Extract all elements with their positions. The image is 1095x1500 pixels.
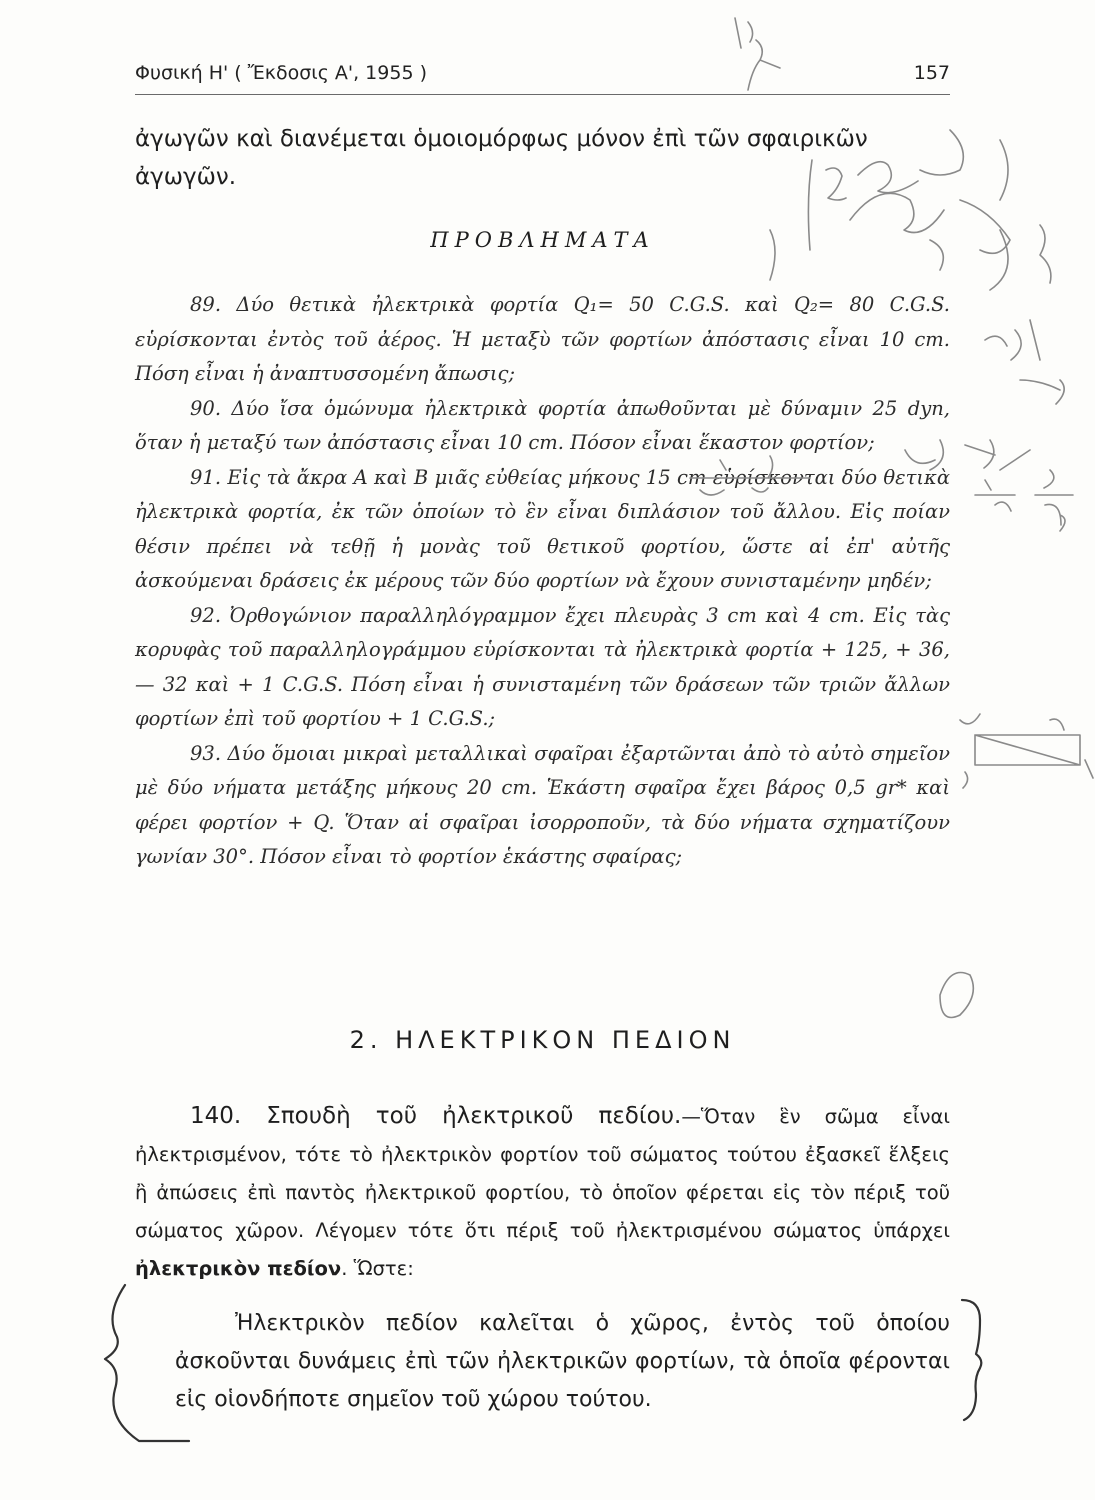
running-header xyxy=(135,62,950,92)
article-text-before: —Ὅταν ἓν σῶμα εἶναι ἠλεκτρισμένον, τότε τὸ ἠλεκτρικὸν φορτίον τοῦ σώματος τούτου ἐξασκεῖ ἕλξεις ἢ ἀπώσεις ἐπὶ παντὸς ἠλεκτρικοῦ φορτίου, τὸ ὁποῖον φέρεται εἰς τὸν πέριξ τοῦ σώματος χῶρον. Λέγομεν τότε ὅτι πέριξ τοῦ ἠλεκτρισμένου σώματος ὑπάρχει xyxy=(135,1105,950,1242)
problems-heading: ΠΡΟΒΛΗΜΑΤΑ xyxy=(430,228,655,252)
page-number: 157 xyxy=(913,62,950,84)
article-heading: 140. Σπουδὴ τοῦ ἠλεκτρικοῦ πεδίου. xyxy=(190,1103,682,1129)
chapter-heading: 2. ΗΛΕΚΤΡΙΚΟΝ ΠΕΔΙΟΝ xyxy=(349,1026,736,1054)
article-140 xyxy=(135,1097,950,1288)
header-rule xyxy=(135,94,950,95)
problems-list xyxy=(135,288,950,875)
definition-block xyxy=(175,1305,950,1419)
pencil-formula-3 xyxy=(990,225,1051,290)
pencil-rectangle-sketch xyxy=(960,714,1093,788)
intro-paragraph: ἀγωγῶν καὶ διανέμεται ὁμοιομόρφως μόνον ἐπὶ τῶν σφαιρικῶν ἀγωγῶν. xyxy=(135,126,868,190)
article-text-after: . Ὥστε: xyxy=(341,1257,414,1280)
pencil-circle xyxy=(940,973,973,1018)
right-brace xyxy=(962,1300,981,1420)
book-title: Φυσική Η' ( Ἔκδοσις Α', 1955 ) xyxy=(135,62,427,84)
problem-91: 91. Εἰς τὰ ἄκρα Α καὶ Β μιᾶς εὐθείας μήκους 15 cm εὑρίσκονται δύο θετικὰ ἠλεκτρικὰ φορτία, ἐκ τῶν ὁποίων τὸ ἓν εἶναι διπλάσιον τοῦ ἄλλου. Εἰς ποίαν θέσιν πρέπει νὰ τεθῇ ἡ μονὰς τοῦ θετικοῦ φορτίου, ὥστε αἱ ἐπ' αὐτῆς ἀσκούμεναι δράσεις ἐκ μέρους τῶν δύο φορτίων νὰ ἔχουν συνισταμένην μηδέν; xyxy=(135,465,950,592)
problem-93: 93. Δύο ὅμοιαι μικραὶ μεταλλικαὶ σφαῖραι ἐξαρτῶνται ἀπὸ τὸ αὐτὸ σημεῖον μὲ δύο νήματα μετάξης μήκους 20 cm. Ἑκάστη σφαῖρα ἔχει βάρος 0,5 gr* καὶ φέρει φορτίον + Q. Ὅταν αἱ σφαῖραι ἰσορροποῦν, τὰ δύο νήματα σχηματίζουν γωνίαν 30°. Πόσον εἶναι τὸ φορτίον ἑκάστης σφαίρας; xyxy=(135,741,950,868)
problem-90: 90. Δύο ἴσα ὁμώνυμα ἠλεκτρικὰ φορτία ἀπωθοῦνται μὲ δύναμιν 25 dyn, ὅταν ἡ μεταξύ των ἀπόστασις εἶναι 10 cm. Πόσον εἶναι ἕκαστον φορτίον; xyxy=(135,396,950,454)
article-term: ἠλεκτρικὸν πεδίον xyxy=(135,1257,342,1280)
definition-text: Ἠλεκτρικὸν πεδίον καλεῖται ὁ χῶρος, ἐντὸς τοῦ ὁποίου ἀσκοῦνται δυνάμεις ἐπὶ τῶν ἠλεκτρικῶν φορτίων, τὰ ὁποῖα φέρονται εἰς οἱονδήποτε σημεῖον τοῦ χώρου τούτου. xyxy=(175,1311,950,1412)
problem-92: 92. Ὀρθογώνιον παραλληλόγραμμον ἔχει πλευρὰς 3 cm καὶ 4 cm. Εἰς τὰς κορυφὰς τοῦ παραλληλογράμμου εὑρίσκονται τὰ ἠλεκτρικὰ φορτία + 125, + 36, — 32 καὶ + 1 C.G.S. Πόση εἶναι ἡ συνισταμένη τῶν δράσεων τῶν τριῶν ἄλλων φορτίων ἐπὶ τοῦ φορτίου + 1 C.G.S.; xyxy=(135,603,950,730)
pencil-formula-4 xyxy=(985,320,1064,404)
problem-89: 89. Δύο θετικὰ ἠλεκτρικὰ φορτία Q₁= 50 C.G.S. καὶ Q₂= 80 C.G.S. εὑρίσκονται ἐντὸς τοῦ ἀέρος. Ἡ μεταξὺ τῶν φορτίων ἀπόστασις εἶναι 10 cm. Πόση εἶναι ἡ ἀναπτυσσομένη ἄπωσις; xyxy=(135,293,950,385)
article-paragraph xyxy=(135,1097,950,1288)
pencil-fraction xyxy=(975,470,1073,531)
